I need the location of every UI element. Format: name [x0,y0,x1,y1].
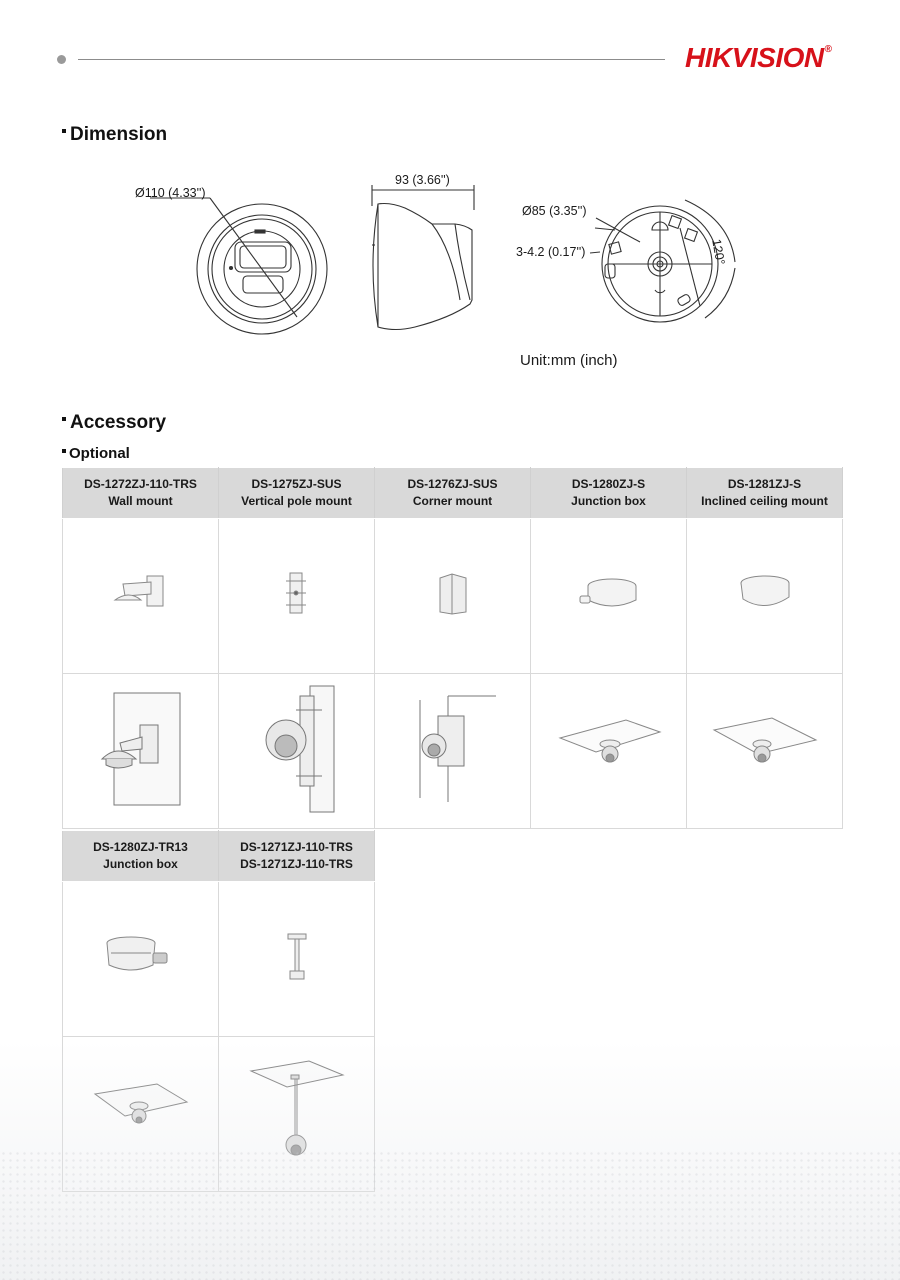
accessory-header: DS-1271ZJ-110-TRS DS-1271ZJ-110-TRS [219,831,375,882]
inclined-ceiling-install-icon [687,674,843,829]
side-view-drawing [372,185,474,330]
wall-mount-install-icon [63,674,219,829]
screw-holes-label: 3-4.2 (0.17'') [516,245,586,259]
corner-mount-install-icon [375,674,531,829]
optional-heading: Optional [62,445,130,462]
wall-mount-icon [63,519,219,674]
accessory-header: DS-1280ZJ-S Junction box [531,468,687,519]
inclined-ceiling-mount-icon [687,519,843,674]
dimension-heading: Dimension [62,124,167,146]
accessory-table-1 [62,467,843,829]
pole-mount-icon [219,519,375,674]
pendant-mount-icon [219,882,375,1037]
header-rule [78,59,665,60]
junction-box-install-icon [531,674,687,829]
unit-label: Unit:mm (inch) [520,352,618,369]
front-view-drawing [150,198,327,334]
header-dot [57,55,66,64]
background-dot-pattern [0,1150,900,1280]
hikvision-logo: HIKVISION® [685,42,832,73]
accessory-header: DS-1272ZJ-110-TRS Wall mount [63,468,219,519]
accessory-heading: Accessory [62,412,166,434]
accessory-header: DS-1280ZJ-TR13 Junction box [63,831,219,882]
accessory-header: DS-1276ZJ-SUS Corner mount [375,468,531,519]
accessory-header: DS-1275ZJ-SUS Vertical pole mount [219,468,375,519]
junction-box-tr13-icon [63,882,219,1037]
accessory-header: DS-1281ZJ-S Inclined ceiling mount [687,468,843,519]
front-diameter-label: Ø110 (4.33'') [135,186,206,200]
base-diameter-label: Ø85 (3.35'') [522,204,587,218]
angle-label: 120° [709,238,728,266]
pole-mount-install-icon [219,674,375,829]
dimension-drawing [0,150,900,350]
side-depth-label: 93 (3.66'') [395,173,450,187]
junction-box-icon [531,519,687,674]
corner-mount-icon [375,519,531,674]
